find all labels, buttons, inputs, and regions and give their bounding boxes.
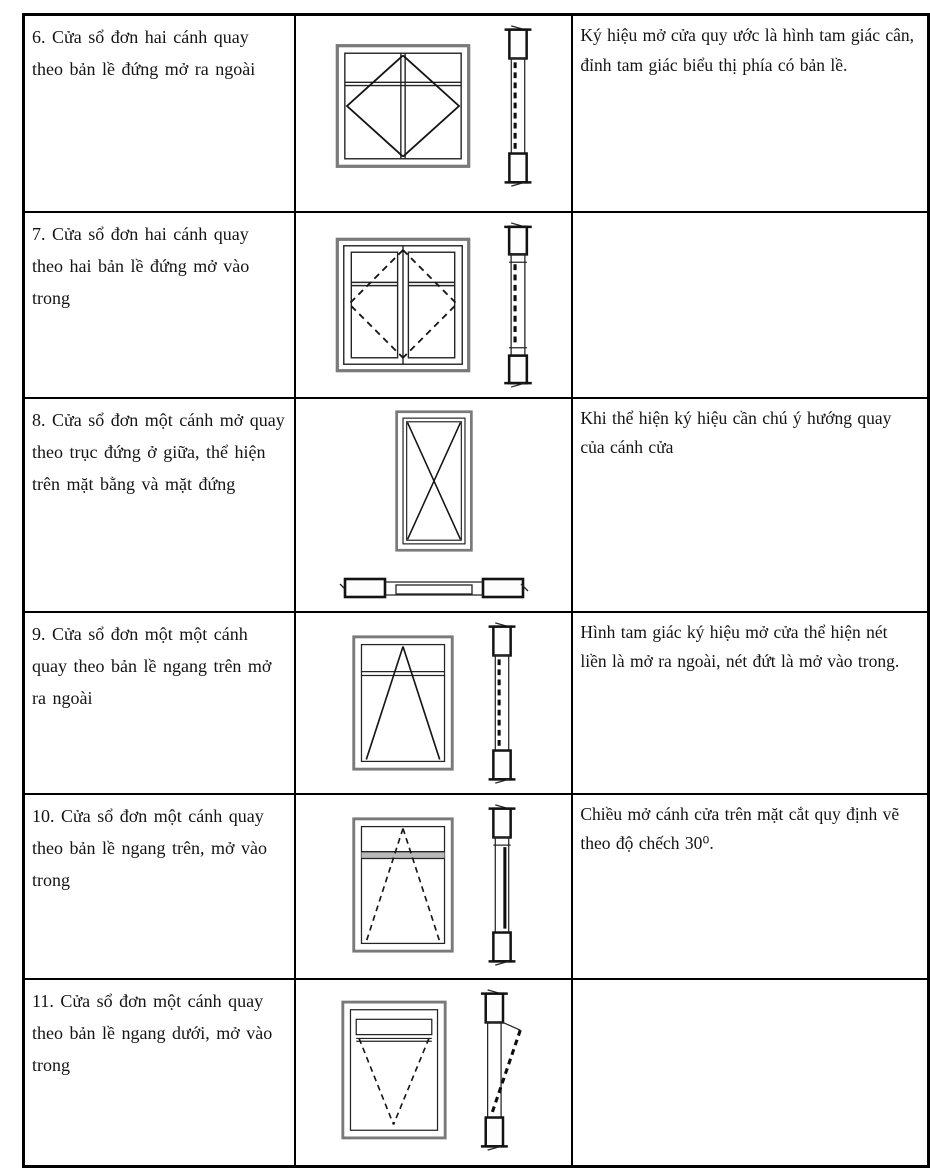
window-section-drawing [485,619,519,787]
row10-note-text: Chiều mở cánh cửa trên mặt cắt quy định vẽ theo độ chếch 30⁰. [580,803,900,854]
row10-note [572,794,928,979]
window-elevation-drawing [393,405,475,557]
table-row [24,15,929,212]
window-symbol-table [22,13,930,1168]
row6-note [572,15,928,212]
row6-note-text: Ký hiệu mở cửa quy ước là hình tam giác cân, đỉnh tam giác biểu thị phía có bản lề. [580,25,915,75]
row11-note [572,979,928,1167]
row6-description-text: 6. Cửa sổ đơn hai cánh quay theo bản lề đứng mở ra ngoài [32,27,256,80]
window-section-drawing [485,801,519,969]
row6-symbol-cell [295,15,572,212]
row9-note [572,612,928,794]
row10-symbol-cell [295,794,572,979]
window-section-drawing [477,986,529,1154]
row11-symbol-cell [295,979,572,1167]
table-row [24,398,929,612]
window-section-drawing [501,22,535,190]
row8-symbol-cell [295,398,572,612]
row9-description [24,612,296,794]
row7-note [572,212,928,398]
row11-description [24,979,296,1167]
window-elevation-drawing [349,815,457,955]
table-row [24,979,929,1167]
window-plan-drawing [336,571,532,605]
row9-description-text: 9. Cửa sổ đơn một một cánh quay theo bản lề ngang trên mở ra ngoài [32,623,272,709]
top-hinge-open-outward-icon [300,619,567,787]
table-row [24,212,929,398]
window-elevation-drawing [349,633,457,773]
row6-description [24,15,296,212]
window-elevation-drawing [333,41,473,171]
two-leaf-open-outward-icon [300,22,567,190]
row7-symbol-cell [295,212,572,398]
window-section-drawing [501,219,535,391]
bottom-hinge-open-inward-icon [300,986,567,1154]
row8-description [24,398,296,612]
table-row [24,612,929,794]
table-row [24,794,929,979]
top-hinge-open-inward-icon [300,801,567,969]
row7-description [24,212,296,398]
row9-note-text: Hình tam giác ký hiệu mở cửa thể hiện nét liền là mở ra ngoài, nét đứt là mở vào trong. [580,621,900,672]
row8-note [572,398,928,612]
row8-note-text: Khi thể hiện ký hiệu cần chú ý hướng quay của cánh cửa [580,407,892,458]
row10-description [24,794,296,979]
window-elevation-drawing [339,998,449,1142]
row11-description-text: 11. Cửa sổ đơn một cánh quay theo bản lề ngang dưới, mở vào trong [32,990,273,1076]
row9-symbol-cell [295,612,572,794]
center-pivot-window-icon [300,405,567,605]
row7-description-text: 7. Cửa sổ đơn hai cánh quay theo hai bản lề đứng mở vào trong [32,223,250,309]
row8-description-text: 8. Cửa sổ đơn một cánh mở quay theo trục đứng ở giữa, thể hiện trên mặt bằng và mặt đứng [32,409,285,495]
two-leaf-open-inward-icon [300,219,567,391]
row10-description-text: 10. Cửa sổ đơn một cánh quay theo bản lề ngang trên, mở vào trong [32,805,267,891]
window-elevation-drawing [333,235,473,375]
